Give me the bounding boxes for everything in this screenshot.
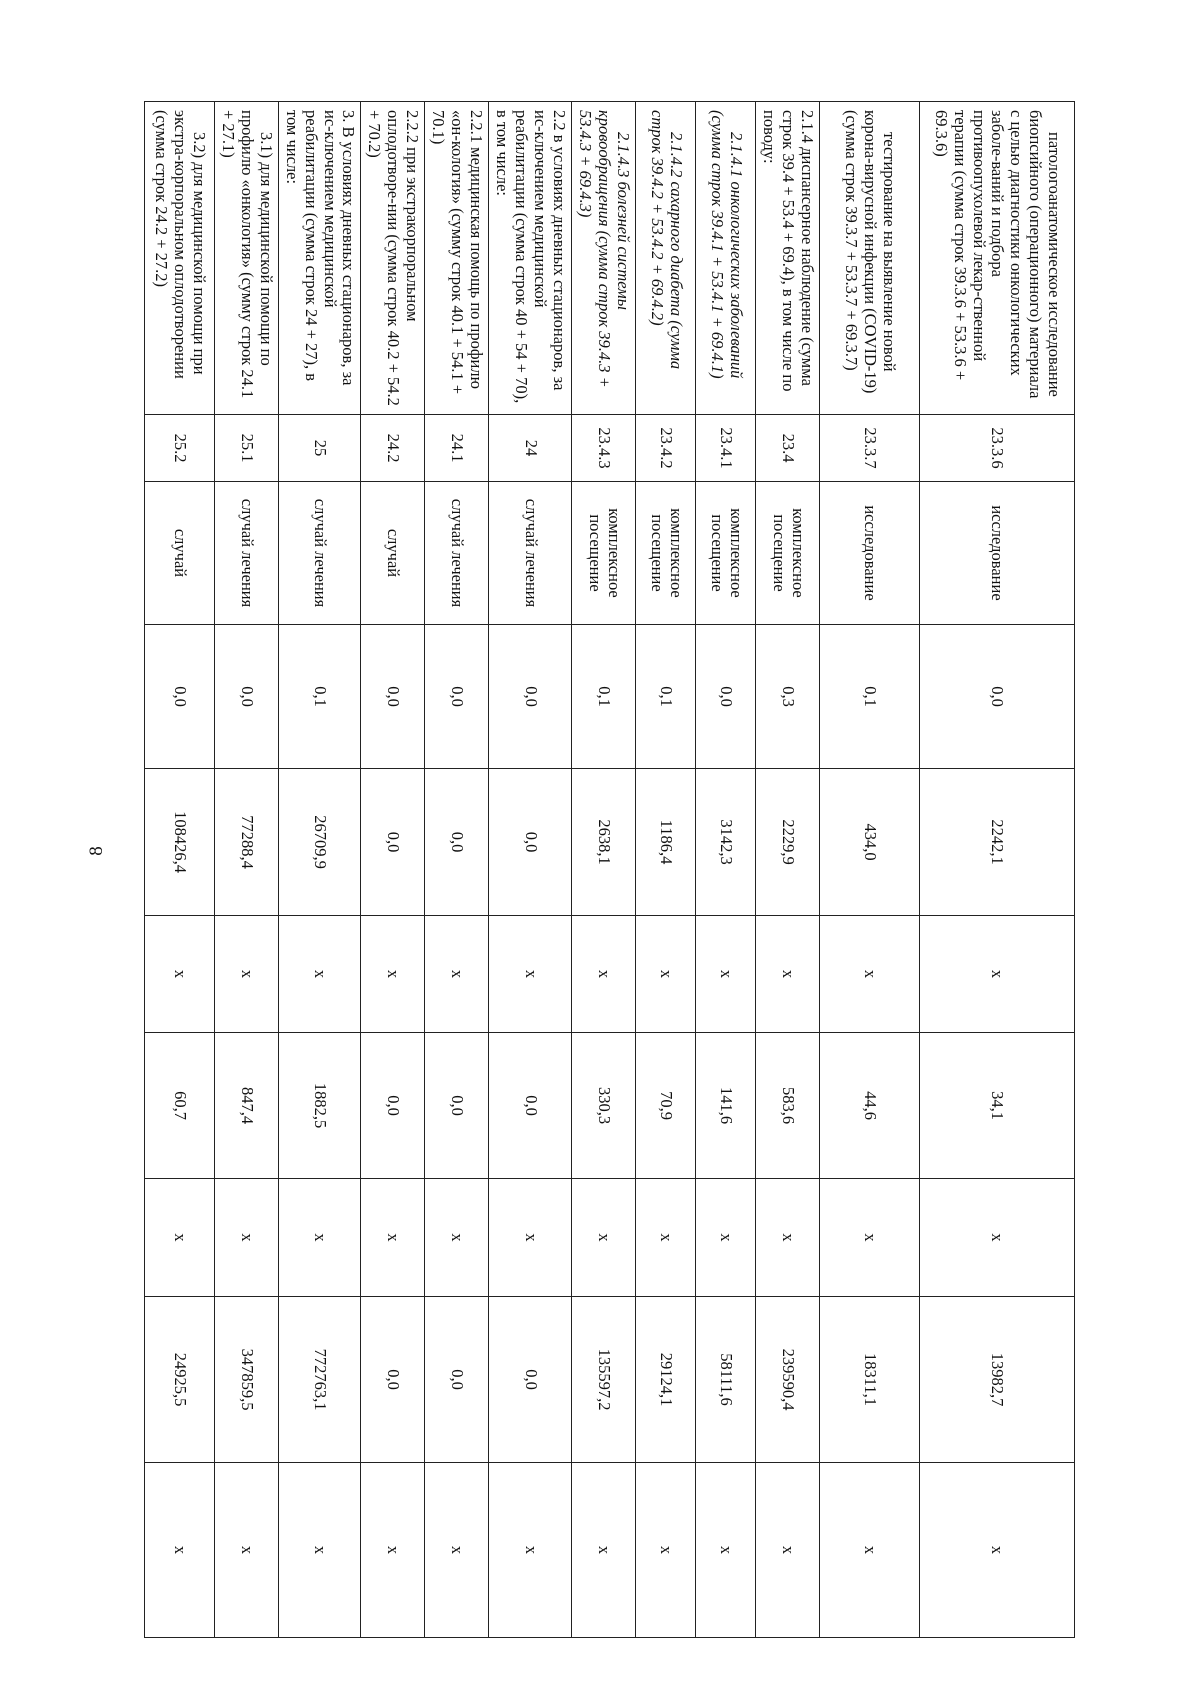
value-cell: х: [756, 1179, 820, 1297]
value-cell: 0,0: [144, 625, 214, 769]
table-row: [278, 102, 361, 1638]
value-cell: 330,3: [572, 1033, 636, 1179]
value-cell: х: [489, 1463, 572, 1638]
value-cell: х: [572, 1179, 636, 1297]
data-table: [144, 101, 1075, 1638]
unit-cell: случай: [144, 482, 214, 625]
value-cell: х: [820, 916, 920, 1033]
value-cell: 26709,9: [278, 769, 361, 916]
table-row: [636, 102, 696, 1638]
value-cell: 434,0: [820, 769, 920, 916]
value-cell: 0,1: [572, 625, 636, 769]
value-cell: 0,0: [920, 625, 1075, 769]
value-cell: 0,0: [425, 1297, 489, 1463]
table-row: [489, 102, 572, 1638]
value-cell: 1186,4: [636, 769, 696, 916]
table-row: [214, 102, 278, 1638]
value-cell: х: [820, 1179, 920, 1297]
value-cell: х: [214, 1463, 278, 1638]
value-cell: х: [696, 1179, 756, 1297]
value-cell: х: [278, 1179, 361, 1297]
value-cell: 108426,4: [144, 769, 214, 916]
value-cell: х: [361, 1179, 425, 1297]
value-cell: х: [214, 916, 278, 1033]
unit-cell: случай лечения: [425, 482, 489, 625]
value-cell: 0,0: [361, 625, 425, 769]
row-code-cell: 25.1: [214, 415, 278, 482]
unit-cell: комплексное посещение: [572, 482, 636, 625]
unit-cell: комплексное посещение: [696, 482, 756, 625]
value-cell: х: [214, 1179, 278, 1297]
value-cell: 77288,4: [214, 769, 278, 916]
value-cell: х: [572, 916, 636, 1033]
value-cell: 18311,1: [820, 1297, 920, 1463]
value-cell: 24925,5: [144, 1297, 214, 1463]
value-cell: 0,1: [278, 625, 361, 769]
value-cell: 135597,2: [572, 1297, 636, 1463]
row-code-cell: 23.3.7: [820, 415, 920, 482]
value-cell: 0,0: [489, 625, 572, 769]
row-name-cell: 2.2.2 при экстракорпоральном оплодотворе-нии (сумма строк 40.2 + 54.2 + 70.2): [361, 102, 425, 415]
value-cell: 0,0: [696, 625, 756, 769]
unit-cell: исследование: [820, 482, 920, 625]
value-cell: 70,9: [636, 1033, 696, 1179]
value-cell: 0,0: [361, 1297, 425, 1463]
value-cell: х: [361, 916, 425, 1033]
value-cell: 0,0: [489, 1297, 572, 1463]
unit-cell: комплексное посещение: [756, 482, 820, 625]
value-cell: х: [489, 916, 572, 1033]
row-code-cell: 24: [489, 415, 572, 482]
unit-cell: исследование: [920, 482, 1075, 625]
value-cell: 0,0: [425, 1033, 489, 1179]
row-code-cell: 25.2: [144, 415, 214, 482]
value-cell: 1882,5: [278, 1033, 361, 1179]
value-cell: 239590,4: [756, 1297, 820, 1463]
value-cell: 0,0: [214, 625, 278, 769]
value-cell: х: [425, 916, 489, 1033]
table-row: [361, 102, 425, 1638]
value-cell: 347859,5: [214, 1297, 278, 1463]
value-cell: х: [144, 1463, 214, 1638]
row-name-cell: патологоанатомическое исследование биопсийного (операционного) материала с целью диагностики онкологических заболе-ваний и подбора противоопухолевой лекар-ственной терапии (сумма строк 39.3.6 + 53.3.6 + 69.3.6): [920, 102, 1075, 415]
value-cell: 44,6: [820, 1033, 920, 1179]
value-cell: 0,0: [425, 625, 489, 769]
value-cell: 0,1: [820, 625, 920, 769]
value-cell: х: [756, 1463, 820, 1638]
value-cell: 60,7: [144, 1033, 214, 1179]
unit-cell: случай лечения: [489, 482, 572, 625]
value-cell: 0,3: [756, 625, 820, 769]
value-cell: 3142,3: [696, 769, 756, 916]
value-cell: х: [696, 1463, 756, 1638]
value-cell: 583,6: [756, 1033, 820, 1179]
table-row: [696, 102, 756, 1638]
value-cell: 0,0: [361, 1033, 425, 1179]
row-name-cell: 3.2) для медицинской помощи при экстра-корпоральном оплодотворении (сумма строк 24.2 + 27.2): [144, 102, 214, 415]
value-cell: х: [636, 1179, 696, 1297]
table-row: [425, 102, 489, 1638]
table-body: [144, 102, 1074, 1638]
row-name-cell: 2.1.4.2 сахарного диабета (сумма строк 39.4.2 + 53.4.2 + 69.4.2): [636, 102, 696, 415]
value-cell: х: [489, 1179, 572, 1297]
value-cell: х: [144, 1179, 214, 1297]
value-cell: х: [572, 1463, 636, 1638]
row-code-cell: 24.2: [361, 415, 425, 482]
value-cell: 0,1: [636, 625, 696, 769]
row-name-cell: 3.1) для медицинской помощи по профилю «онкология» (сумму строк 24.1 + 27.1): [214, 102, 278, 415]
table-row: [756, 102, 820, 1638]
value-cell: 29124,1: [636, 1297, 696, 1463]
table-wrapper: [151, 101, 1075, 1637]
value-cell: 58111,6: [696, 1297, 756, 1463]
row-code-cell: 23.3.6: [920, 415, 1075, 482]
value-cell: 2638,1: [572, 769, 636, 916]
row-name-cell: тестирование на выявление новой корона-вирусной инфекции (COVID-19) (сумма строк 39.3.7 + 53.3.7 + 69.3.7): [820, 102, 920, 415]
row-code-cell: 25: [278, 415, 361, 482]
value-cell: 13982,7: [920, 1297, 1075, 1463]
value-cell: х: [278, 1463, 361, 1638]
unit-cell: случай: [361, 482, 425, 625]
value-cell: 0,0: [361, 769, 425, 916]
unit-cell: случай лечения: [214, 482, 278, 625]
value-cell: х: [820, 1463, 920, 1638]
page-number: 8: [86, 846, 107, 856]
unit-cell: комплексное посещение: [636, 482, 696, 625]
row-code-cell: 24.1: [425, 415, 489, 482]
value-cell: 0,0: [489, 769, 572, 916]
value-cell: 2242,1: [920, 769, 1075, 916]
value-cell: х: [361, 1463, 425, 1638]
table-row: [572, 102, 636, 1638]
unit-cell: случай лечения: [278, 482, 361, 625]
value-cell: х: [636, 1463, 696, 1638]
value-cell: 0,0: [425, 769, 489, 916]
row-code-cell: 23.4.1: [696, 415, 756, 482]
value-cell: х: [756, 916, 820, 1033]
row-name-cell: 2.2.1 медицинская помощь по профилю «он-кология» (сумму строк 40.1 + 54.1 + 70.1): [425, 102, 489, 415]
table-row: [144, 102, 214, 1638]
value-cell: 847,4: [214, 1033, 278, 1179]
value-cell: 141,6: [696, 1033, 756, 1179]
table-row: [920, 102, 1075, 1638]
value-cell: х: [920, 1463, 1075, 1638]
value-cell: х: [144, 916, 214, 1033]
value-cell: х: [278, 916, 361, 1033]
row-code-cell: 23.4.3: [572, 415, 636, 482]
row-name-cell: 2.1.4.3 болезней системы кровообращения (сумма строк 39.4.3 + 53.4.3 + 69.4.3): [572, 102, 636, 415]
row-name-cell: 2.1.4 диспансерное наблюдение (сумма строк 39.4 + 53.4 + 69.4), в том числе по поводу:: [756, 102, 820, 415]
row-name-cell: 2.2 в условиях дневных стационаров, за ис-ключением медицинской реабилитации (сумма строк 40 + 54 + 70), в том числе:: [489, 102, 572, 415]
row-name-cell: 3. В условиях дневных стационаров, за ис-ключением медицинской реабилитации (сумма строк 24 + 27), в том числе:: [278, 102, 361, 415]
row-code-cell: 23.4: [756, 415, 820, 482]
value-cell: х: [425, 1463, 489, 1638]
row-code-cell: 23.4.2: [636, 415, 696, 482]
value-cell: 772763,1: [278, 1297, 361, 1463]
value-cell: 2229,9: [756, 769, 820, 916]
value-cell: 0,0: [489, 1033, 572, 1179]
table-row: [820, 102, 920, 1638]
value-cell: х: [920, 1179, 1075, 1297]
value-cell: х: [425, 1179, 489, 1297]
value-cell: х: [636, 916, 696, 1033]
value-cell: х: [696, 916, 756, 1033]
value-cell: х: [920, 916, 1075, 1033]
value-cell: 34,1: [920, 1033, 1075, 1179]
row-name-cell: 2.1.4.1 онкологических заболеваний (сумма строк 39.4.1 + 53.4.1 + 69.4.1): [696, 102, 756, 415]
